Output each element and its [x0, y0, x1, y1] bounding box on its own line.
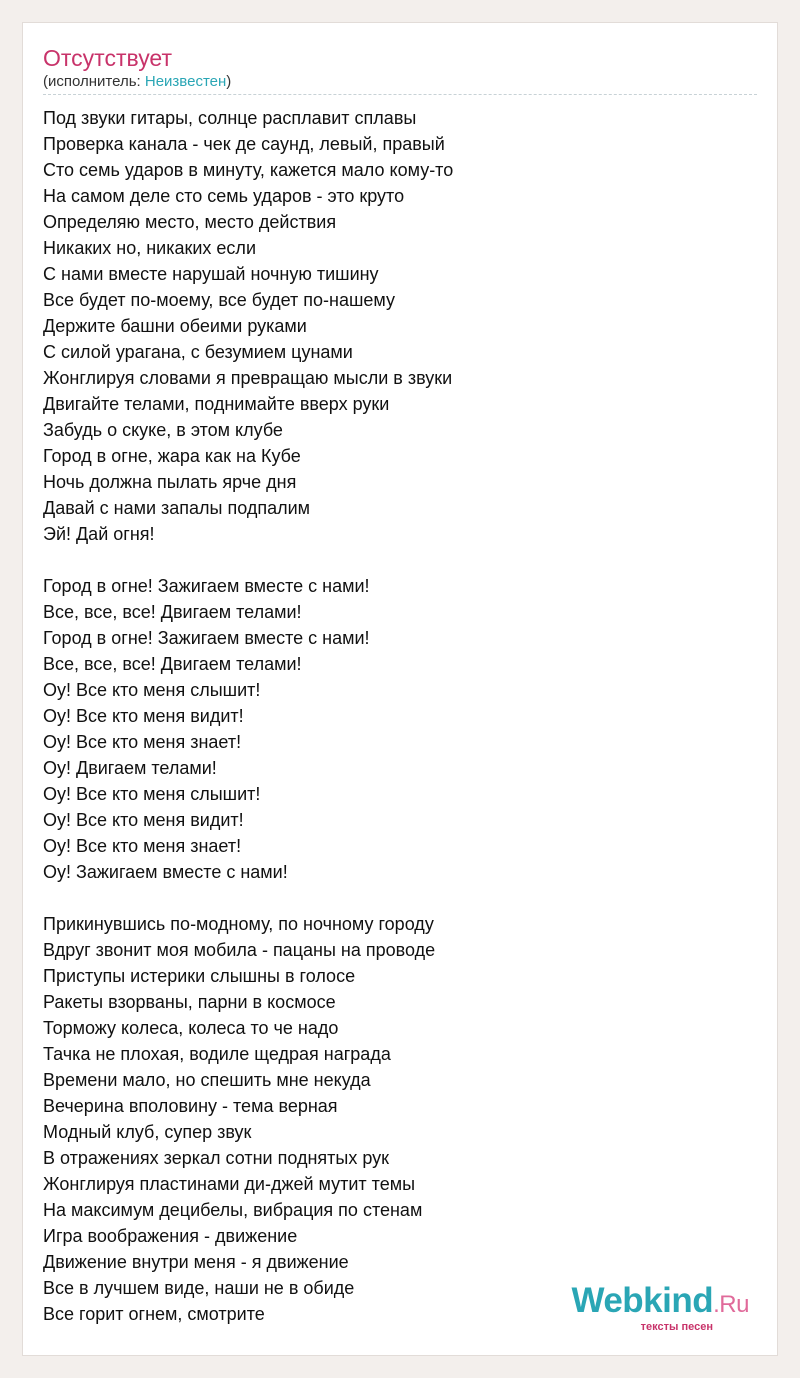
lyric-line: Тачка не плохая, водиле щедрая награда: [43, 1044, 391, 1064]
lyric-line: Жонглируя словами я превращаю мысли в звуки: [43, 368, 453, 388]
lyric-line: Держите башни обеими руками: [43, 316, 307, 336]
lyric-line: Никаких но, никаких если: [43, 238, 256, 258]
artist-line: [43, 72, 231, 92]
lyric-line: Оу! Двигаем телами!: [43, 758, 217, 778]
lyric-line: Двигайте телами, поднимайте вверх руки: [43, 394, 390, 414]
lyric-line: Торможу колеса, колеса то че надо: [43, 1018, 339, 1038]
lyric-line: Оу! Все кто меня слышит!: [43, 680, 261, 700]
lyric-line: Оу! Все кто меня видит!: [43, 810, 244, 830]
lyric-line: Город в огне, жара как на Кубе: [43, 446, 301, 466]
lyric-line: Все горит огнем, смотрите: [43, 1304, 265, 1324]
stanza-break: [43, 547, 743, 573]
lyric-line: Модный клуб, супер звук: [43, 1122, 252, 1142]
lyric-line: Давай с нами запалы подпалим: [43, 498, 311, 518]
lyric-line: Город в огне! Зажигаем вместе с нами!: [43, 576, 370, 596]
song-title: Отсутствует: [43, 45, 172, 71]
lyric-line: Вечерина вполовину - тема верная: [43, 1096, 338, 1116]
lyric-line: Приступы истерики слышны в голосе: [43, 966, 356, 986]
lyric-line: Оу! Все кто меня слышит!: [43, 784, 261, 804]
lyric-line: Все в лучшем виде, наши не в обиде: [43, 1278, 355, 1298]
artist-link[interactable]: Неизвестен: [144, 73, 227, 90]
lyric-line: Под звуки гитары, солнце расплавит сплавы: [43, 108, 417, 128]
lyrics-card: [22, 22, 778, 1356]
lyric-line: На самом деле сто семь ударов - это круто: [43, 186, 405, 206]
brand-word: Webkind: [571, 1281, 714, 1320]
lyric-line: С силой урагана, с безумием цунами: [43, 342, 353, 362]
lyric-line: С нами вместе нарушай ночную тишину: [43, 264, 379, 284]
header-divider: [43, 94, 757, 95]
lyric-line: Жонглируя пластинами ди-джей мутит темы: [43, 1174, 416, 1194]
lyric-line: Оу! Все кто меня знает!: [43, 732, 242, 752]
artist-prefix: (исполнитель:: [43, 73, 145, 90]
brand-name: [571, 1283, 749, 1323]
lyric-line: Все, все, все! Двигаем телами!: [43, 654, 302, 674]
lyric-line: Прикинувшись по-модному, по ночному городу: [43, 914, 434, 934]
lyric-line: Город в огне! Зажигаем вместе с нами!: [43, 628, 370, 648]
brand-tagline: тексты песен: [640, 1321, 713, 1333]
lyric-line: Ракеты взорваны, парни в космосе: [43, 992, 336, 1012]
lyric-line: Движение внутри меня - я движение: [43, 1252, 349, 1272]
lyric-line: Времени мало, но спешить мне некуда: [43, 1070, 371, 1090]
lyric-line: В отражениях зеркал сотни поднятых рук: [43, 1148, 390, 1168]
lyric-line: Определяю место, место действия: [43, 212, 337, 232]
lyric-line: Все будет по-моему, все будет по-нашему: [43, 290, 396, 310]
lyric-line: Игра воображения - движение: [43, 1226, 298, 1246]
brand-tld: .Ru: [713, 1291, 749, 1318]
lyric-line: Оу! Зажигаем вместе с нами!: [43, 862, 288, 882]
site-logo[interactable]: [571, 1283, 749, 1333]
lyric-line: Забудь о скуке, в этом клубе: [43, 420, 283, 440]
lyric-line: На максимум децибелы, вибрация по стенам: [43, 1200, 423, 1220]
lyric-line: Все, все, все! Двигаем телами!: [43, 602, 302, 622]
lyric-line: Оу! Все кто меня видит!: [43, 706, 244, 726]
artist-suffix: ): [226, 73, 232, 90]
lyric-line: Сто семь ударов в минуту, кажется мало кому-то: [43, 160, 454, 180]
stanza-break: [43, 885, 743, 911]
lyric-line: Ночь должна пылать ярче дня: [43, 472, 297, 492]
lyric-line: Эй! Дай огня!: [43, 524, 155, 544]
lyrics-text: [43, 105, 743, 1327]
lyric-line: Проверка канала - чек де саунд, левый, правый: [43, 134, 445, 154]
lyric-line: Оу! Все кто меня знает!: [43, 836, 242, 856]
lyric-line: Вдруг звонит моя мобила - пацаны на проводе: [43, 940, 436, 960]
